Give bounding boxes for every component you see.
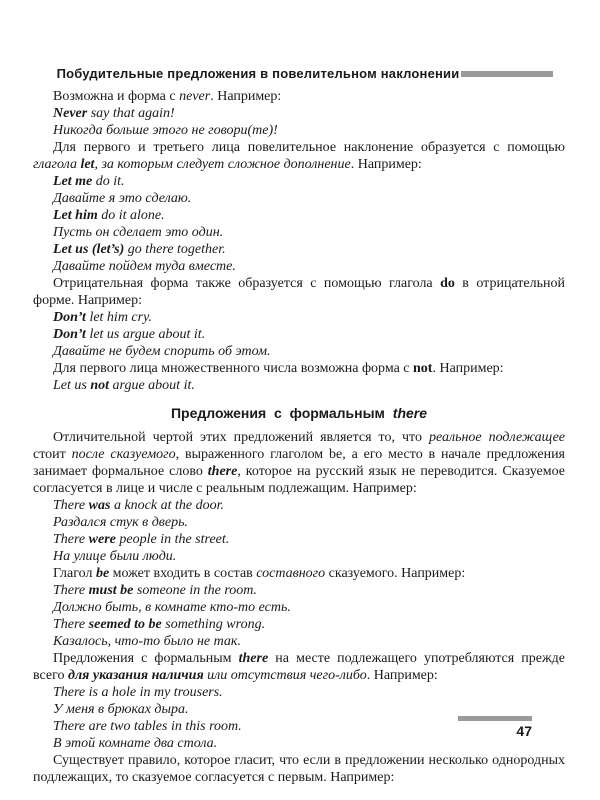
text-run: . Например: xyxy=(210,89,282,104)
text-run: not xyxy=(413,361,433,376)
text-run: argue about it. xyxy=(109,378,195,393)
text-run: На улице были люди. xyxy=(53,549,177,564)
example-line xyxy=(33,616,565,633)
text-run: после сказуемого xyxy=(71,447,176,462)
text-run: . Например: xyxy=(350,157,422,172)
text-run: do it. xyxy=(92,174,125,189)
example-line xyxy=(33,582,565,599)
chapter-header xyxy=(33,66,553,84)
text-run: , за которым следует сложное дополнение xyxy=(94,157,351,172)
text-run: реальное подлежащее xyxy=(428,430,566,445)
example-line xyxy=(33,514,565,531)
text-run: do xyxy=(440,276,455,291)
text-run: say that again! xyxy=(87,106,175,121)
text-run: was xyxy=(88,498,111,513)
example-line xyxy=(33,173,565,190)
text-run: There is a hole in my trousers. xyxy=(53,685,223,700)
text-run: Let me xyxy=(53,174,93,189)
text-run: there xyxy=(207,464,238,479)
text-run: стоит xyxy=(33,447,72,462)
text-run: Существует правило, которое гласит, что если в предложении несколько однородных подлежащих, то сказуемое согласуется с первым. Например: xyxy=(33,753,565,785)
text-run: Для первого и третьего лица повелительное наклонение образуется с помощью xyxy=(53,140,565,155)
section-heading xyxy=(33,405,565,422)
text-run: Давайте я это сделаю. xyxy=(53,191,192,206)
text-run: Возможна и форма с xyxy=(53,89,180,104)
chapter-title: Побудительные предложения в повелительном наклонении xyxy=(56,66,460,81)
text-run: У меня в брюках дыра. xyxy=(53,702,189,717)
text-run: There xyxy=(53,498,89,513)
text-run: must be xyxy=(88,583,134,598)
text-run: were xyxy=(88,532,116,547)
text-run: Давайте пойдем туда вместе. xyxy=(53,259,236,274)
paragraph xyxy=(33,275,565,309)
example-line xyxy=(33,190,565,207)
paragraph xyxy=(33,752,565,786)
text-run: go there together. xyxy=(124,242,226,257)
text-run: на месте подлежащего употребляются прежде всего xyxy=(33,651,565,683)
text-run: There xyxy=(53,532,89,547)
text-run: , которое на русский язык не переводится. Сказуемое согласуется в лице и числе с реальным подлежащим. Например: xyxy=(33,464,565,496)
text-run: для указания наличия xyxy=(68,668,204,683)
text-run: Предложения с формальным xyxy=(170,405,393,421)
text-run: в отрицательной форме. Например: xyxy=(33,276,565,308)
text-run: Пусть он сделает это один. xyxy=(53,225,224,240)
text-run: Должно быть, в комнате кто-то есть. xyxy=(53,600,291,615)
paragraph xyxy=(33,650,565,684)
paragraph xyxy=(33,565,565,582)
text-run: people in the street. xyxy=(115,532,230,547)
text-run: Давайте не будем спорить об этом. xyxy=(53,344,271,359)
example-line xyxy=(33,531,565,548)
text-run: There xyxy=(53,583,89,598)
header-decoration-bar xyxy=(461,71,553,77)
text-run: Отрицательная форма также образуется с помощью глагола xyxy=(53,276,441,291)
text-run: do it alone. xyxy=(97,208,165,223)
page-number: 47 xyxy=(516,723,532,739)
text-run: Never xyxy=(53,106,88,121)
text-run: глагола xyxy=(33,157,81,172)
text-run: , выраженного глаголом be, а его место в начале предложения занимает формальное слово xyxy=(33,447,565,479)
example-line xyxy=(33,122,565,139)
text-run: составного xyxy=(256,566,326,581)
example-line xyxy=(33,326,565,343)
text-run: Глагол xyxy=(53,566,96,581)
text-run: Для первого лица множественного числа возможна форма с xyxy=(53,361,414,376)
example-line xyxy=(33,258,565,275)
text-run: let us argue about it. xyxy=(85,327,206,342)
page-body xyxy=(33,88,565,786)
text-run: . Например: xyxy=(366,668,438,683)
example-line xyxy=(33,207,565,224)
text-run: not xyxy=(90,378,110,393)
text-run: или отсутствия чего-либо xyxy=(203,668,367,683)
footer-decoration-bar xyxy=(458,716,532,721)
paragraph xyxy=(33,88,565,105)
text-run: сказуемого. Например: xyxy=(325,566,466,581)
example-line xyxy=(33,548,565,565)
text-run: Don’t xyxy=(53,327,86,342)
example-line xyxy=(33,497,565,514)
text-run: a knock at the door. xyxy=(110,498,224,513)
text-run: seemed to be xyxy=(88,617,162,632)
text-run: может входить в состав xyxy=(109,566,257,581)
example-line xyxy=(33,241,565,258)
example-line xyxy=(33,633,565,650)
text-run: let xyxy=(80,157,95,172)
text-run: Let us xyxy=(53,378,91,393)
example-line xyxy=(33,377,565,394)
text-run: let him cry. xyxy=(85,310,153,325)
paragraph xyxy=(33,360,565,377)
text-run: someone in the room. xyxy=(133,583,257,598)
text-run: there xyxy=(238,651,269,666)
page-footer xyxy=(458,716,532,739)
text-run: something wrong. xyxy=(161,617,266,632)
text-run: Let him xyxy=(53,208,98,223)
text-run: be xyxy=(95,566,110,581)
text-run: never xyxy=(179,89,211,104)
text-run: Казалось, что-то было не так. xyxy=(53,634,241,649)
example-line xyxy=(33,309,565,326)
text-run: There xyxy=(53,617,89,632)
example-line xyxy=(33,684,565,701)
example-line xyxy=(33,343,565,360)
paragraph xyxy=(33,139,565,173)
example-line xyxy=(33,105,565,122)
paragraph xyxy=(33,429,565,497)
text-run: Отличительной чертой этих предложений является то, что xyxy=(53,430,429,445)
text-run: Let us (let’s) xyxy=(53,242,125,257)
text-run: There are two tables in this room. xyxy=(53,719,242,734)
text-run: . Например: xyxy=(432,361,504,376)
text-run: Предложения с формальным xyxy=(53,651,239,666)
text-run: Don’t xyxy=(53,310,86,325)
text-run: В этой комнате два стола. xyxy=(53,736,218,751)
text-run: Раздался стук в дверь. xyxy=(53,515,188,530)
text-run: Никогда больше этого не говори(те)! xyxy=(53,123,278,138)
example-line xyxy=(33,599,565,616)
example-line xyxy=(33,224,565,241)
text-run: there xyxy=(392,405,428,421)
